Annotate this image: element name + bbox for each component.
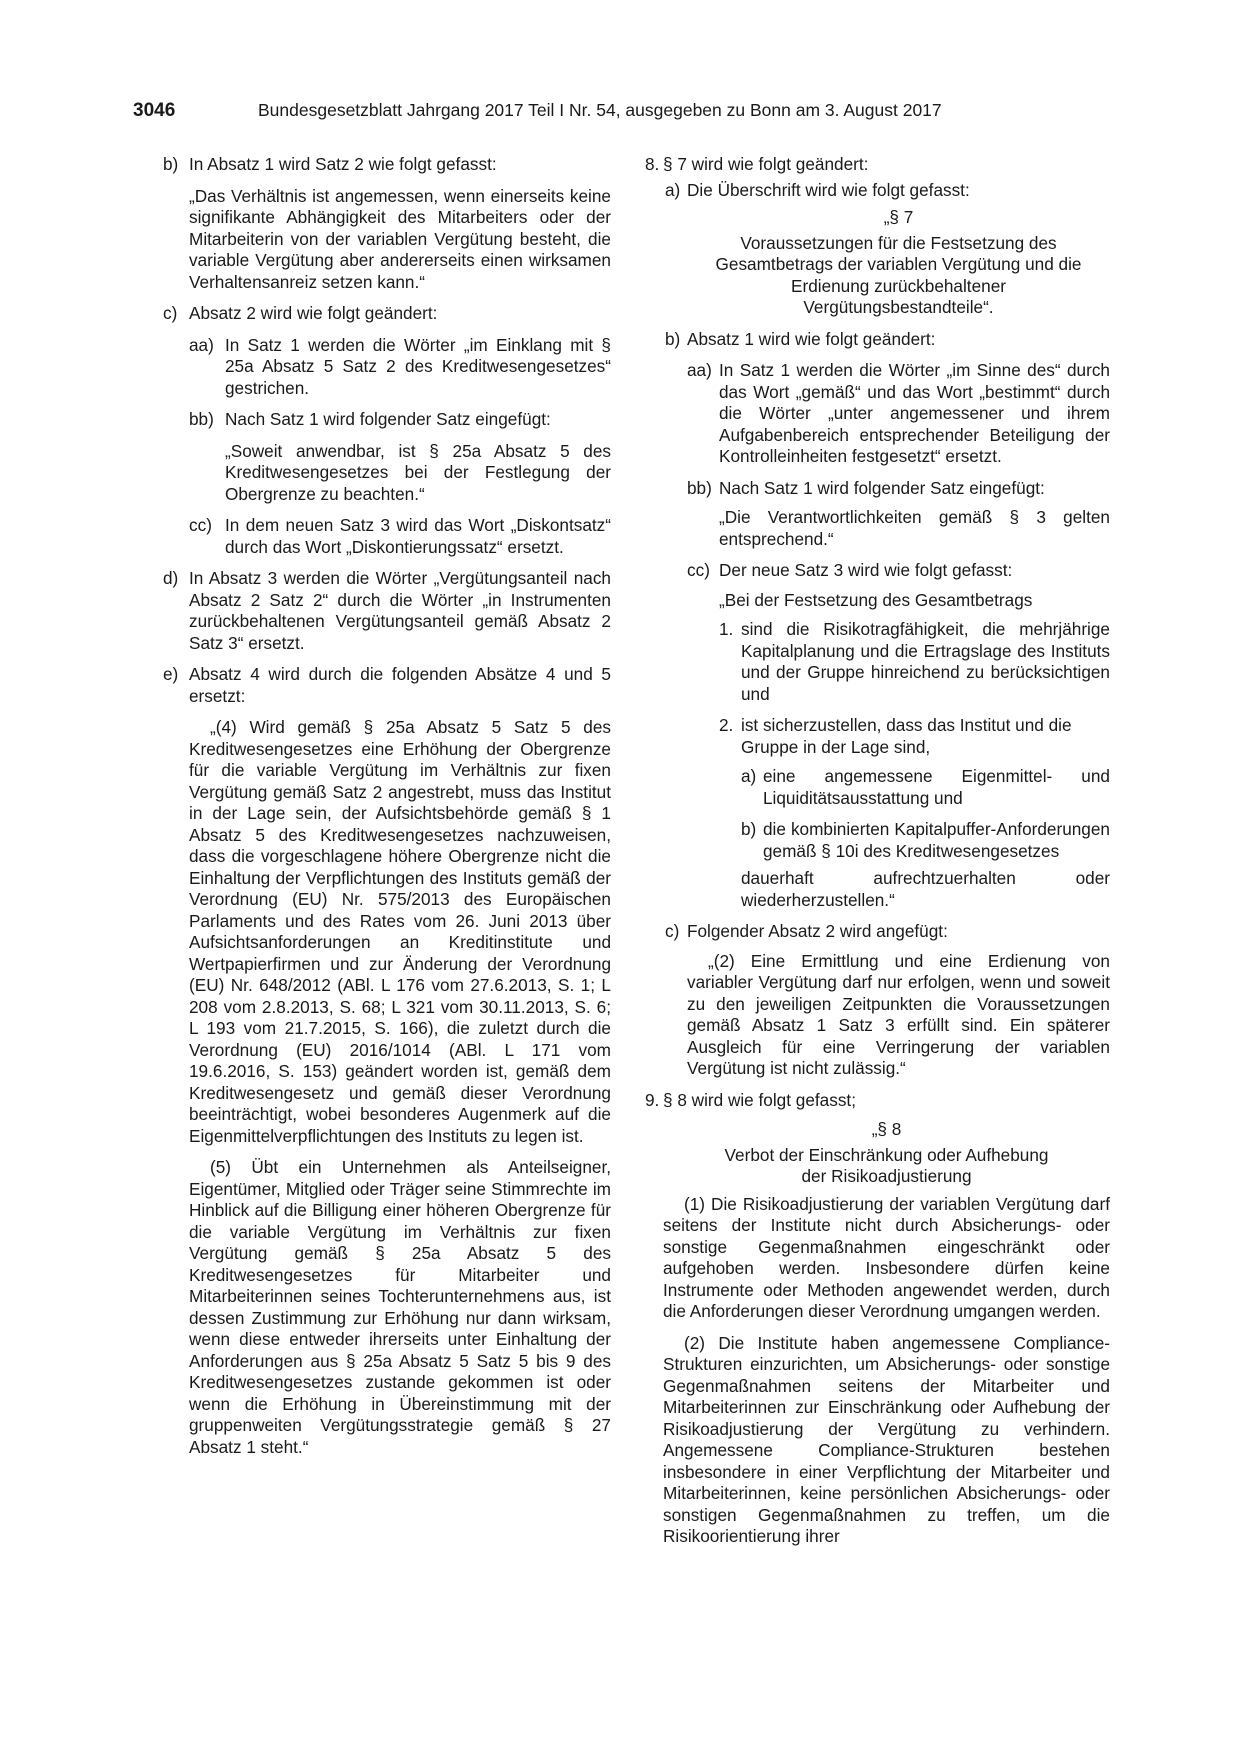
item-c-cc (189, 515, 611, 558)
item-8-b-cc-2-a (741, 766, 1110, 809)
section-7-title: Voraussetzungen für die Festsetzung des Gesamtbetrags der variablen Vergütung und die Erdienung zurückbehaltener Vergütungsbestandteile“. (715, 232, 1082, 317)
item-8-b-cc-1 (719, 619, 1110, 705)
item-8-text: § 7 wird wie folgt geändert: (663, 154, 869, 174)
section-8-number: „§ 8 (871, 1119, 902, 1139)
item-8-b-cc-2-a-marker: a) (741, 766, 757, 786)
item-8-b (645, 329, 1110, 912)
section-8-paragraph-1: (1) Die Risikoadjustierung der variablen Vergütung darf seitens der Institute nicht durch Absicherungs- oder sonstige Gegenmaßnahmen eingeschränkt oder aufgehoben werden. Insbesondere dürfen keine Instrumente oder Methoden angewendet werden, durch die Anforderungen dieser Verordnung umgangen werden. (663, 1193, 1110, 1321)
item-8-b-text: Absatz 1 wird wie folgt geändert: (687, 328, 936, 349)
right-column (645, 154, 1110, 1558)
item-8-b-bb (687, 478, 1110, 551)
item-8-b-aa-marker: aa) (687, 360, 712, 380)
item-8-b-bb-quote: „Die Verantwortlichkeiten gemäß § 3 gelten entsprechend.“ (719, 507, 1110, 549)
item-c (163, 303, 611, 558)
section-8-title: Verbot der Einschränkung oder Aufhebung der Risikoadjustierung (724, 1144, 1049, 1186)
item-c-bb (189, 409, 611, 505)
item-e-paragraph-4: „(4) Wird gemäß § 25a Absatz 5 Satz 5 des Kreditwesengesetzes eine Erhöhung der Obergrenze für die variable Vergütung im Verhältnis zur fixen Vergütung gemäß Satz 2 angestrebt, muss das Institut in der Lage sein, der Aufsichtsbehörde gemäß § 1 Absatz 5 des Kreditwesengesetzes nachzuweisen, dass die vorgeschlagene höhere Obergrenze nicht die Einhaltung der Verpflichtungen des Instituts gemäß der Verordnung (EU) Nr. 575/2013 des Europäischen Parlaments und des Rates vom 26. Juni 2013 über Aufsichtsanforderungen an Kreditinstitute und Wertpapierfirmen und zur Änderung der Verordnung (EU) Nr. 648/2012 (ABl. L 176 vom 27.6.2013, S. 1; L 208 vom 2.8.2013, S. 68; L 321 vom 30.11.2013, S. 6; L 193 vom 21.7.2015, S. 166), die zuletzt durch die Verordnung (EU) 2016/1014 (ABl. L 171 vom 19.6.2016, S. 153) geändert worden ist, gemäß dem Kreditwesengesetz und gemäß dieser Verordnung beeinträchtigt, wobei besonderes Augenmerk auf die Eigenmittelverpflichtungen des Instituts zu legen ist. (189, 717, 611, 1146)
item-b-marker: b) (163, 154, 179, 174)
item-c-cc-marker: cc) (189, 515, 212, 535)
item-c-aa (189, 335, 611, 400)
item-c-bb-text: Nach Satz 1 wird folgender Satz eingefügt: (225, 409, 551, 429)
item-8-marker: 8. (645, 154, 660, 174)
item-8-b-marker: b) (665, 328, 681, 349)
item-9 (645, 1090, 1110, 1548)
item-e-paragraph-5: (5) Übt ein Unternehmen als Anteilseigner, Eigentümer, Mitglied oder Träger seine Stimmrechte im Hinblick auf die Billigung einer höheren Obergrenze für die variable Vergütung im Verhältnis zur fixen Vergütung gemäß § 25a Absatz 5 des Kreditwesengesetzes für Mitarbeiter und Mitarbeiterinnen seines Tochterunternehmens aus, ist dessen Zustimmung zur Erhöhung nur dann wirksam, wenn diese entweder ihrerseits unter Einhaltung der Anforderungen aus § 25a Absatz 5 Satz 5 bis 9 des Kreditwesengesetzes zustande gekommen ist oder wenn die Erhöhung in Übereinstimmung mit der gruppenweiten Vergütungsstrategie gemäß § 27 Absatz 1 steht.“ (189, 1157, 611, 1457)
item-8-b-cc-1-text: sind die Risikotragfähigkeit, die mehrjährige Kapitalplanung und die Ertragslage des Instituts und der Gruppe hinreichend zu berücksichtigen und (741, 619, 1110, 704)
item-8-b-cc-2-text: ist sicherzustellen, dass das Institut und die Gruppe in der Lage sind, (741, 715, 1072, 757)
item-c-aa-text: In Satz 1 werden die Wörter „im Einklang mit § 25a Absatz 5 Satz 2 des Kreditwesengesetzes“ gestrichen. (225, 334, 611, 398)
item-8-c-marker: c) (665, 921, 680, 941)
item-c-bb-quote: „Soweit anwendbar, ist § 25a Absatz 5 des Kreditwesengesetzes bei der Festlegung der Obergrenze zu beachten.“ (225, 440, 611, 504)
item-e (163, 664, 611, 1458)
item-c-bb-marker: bb) (189, 409, 214, 429)
item-b-text: In Absatz 1 wird Satz 2 wie folgt gefasst: (189, 154, 497, 174)
item-8-c (645, 921, 1110, 1080)
item-d (163, 568, 611, 654)
item-8-b-cc-text: Der neue Satz 3 wird wie folgt gefasst: (719, 560, 1013, 580)
item-e-text: Absatz 4 wird durch die folgenden Absätze 4 und 5 ersetzt: (189, 664, 611, 706)
section-7-number: „§ 7 (883, 207, 914, 227)
item-8-b-aa-text: In Satz 1 werden die Wörter „im Sinne des“ durch das Wort „gemäß“ und das Wort „bestimmt“ durch die Wörter „unter angemessener und ihrem Aufgabenbereich entsprechender Beteiligung der Kontrolleinheiten festgesetzt“ ersetzt. (719, 360, 1110, 466)
item-8-b-cc-2-b-text: die kombinierten Kapitalpuffer-Anforderungen gemäß § 10i des Kreditwesengesetzes (763, 819, 1110, 861)
item-8-b-cc-2-marker: 2. (719, 715, 734, 735)
section-8-paragraph-2: (2) Die Institute haben angemessene Compliance-Strukturen einzurichten, um Absicherungs- oder sonstige Gegenmaßnahmen seitens der Mitarbeiter und Mitarbeiterinnen zur Einschränkung oder Aufhebung der Risikoadjustierung der Vergütung zu verhindern. Angemessene Compliance-Strukturen bestehen insbesondere in einer Verpflichtung der Mitarbeiter und Mitarbeiterinnen, keine persönlichen Absicherungs- oder sonstigen Gegenmaßnahmen zu treffen, um die Risikoorientierung ihrer (663, 1332, 1110, 1546)
gazette-title: Bundesgesetzblatt Jahrgang 2017 Teil I Nr. 54, ausgegeben zu Bonn am 3. August 2017 (258, 100, 942, 120)
item-8-b-cc-2 (719, 715, 1110, 911)
item-8-b-cc-quote: „Bei der Festsetzung des Gesamtbetrags (719, 589, 1033, 610)
item-8-b-cc-1-marker: 1. (719, 619, 734, 639)
item-8-b-cc (687, 560, 1110, 911)
left-column (163, 154, 611, 1458)
item-9-marker: 9. (645, 1089, 660, 1110)
item-8-b-cc-2-b (741, 819, 1110, 862)
item-8-b-aa (687, 360, 1110, 468)
item-d-marker: d) (163, 568, 179, 588)
item-8-c-text: Folgender Absatz 2 wird angefügt: (687, 921, 948, 941)
item-c-aa-marker: aa) (189, 334, 214, 355)
item-8-b-cc-marker: cc) (687, 560, 710, 580)
item-8-a (645, 180, 1110, 319)
item-8-c-quote: „(2) Eine Ermittlung und eine Erdienung von variabler Vergütung darf nur erfolgen, wenn und soweit zu den jeweiligen Zeitpunkten die Voraussetzungen gemäß Absatz 1 Satz 3 erfüllt sind. Ein späterer Ausgleich für eine Verringerung der variablen Vergütung ist nicht zulässig.“ (687, 950, 1110, 1078)
item-8 (645, 154, 1110, 1080)
item-b (163, 154, 611, 293)
item-d-text: In Absatz 3 werden die Wörter „Vergütungsanteil nach Absatz 2 Satz 2“ durch die Wörter „in Instrumenten zurückbehaltenen Vergütungsanteil gemäß Absatz 2 Satz 3“ ersetzt. (189, 568, 611, 653)
item-e-marker: e) (163, 664, 179, 684)
item-c-text: Absatz 2 wird wie folgt geändert: (189, 303, 438, 323)
item-c-cc-text: In dem neuen Satz 3 wird das Wort „Diskontsatz“ durch das Wort „Diskontierungssatz“ ersetzt. (225, 515, 611, 557)
item-b-quote: „Das Verhältnis ist angemessen, wenn einerseits keine signifikante Abhängigkeit des Mitarbeiters oder der Mitarbeiterin von der variablen Vergütung besteht, die variable Vergütung aber andererseits einen wirksamen Verhaltensanreiz setzen kann.“ (189, 185, 611, 292)
item-8-b-cc-2-b-marker: b) (741, 819, 757, 839)
item-8-b-bb-marker: bb) (687, 477, 712, 498)
page-number: 3046 (133, 100, 176, 121)
item-9-text: § 8 wird wie folgt gefasst; (663, 1089, 856, 1110)
item-8-a-marker: a) (665, 179, 681, 200)
item-8-a-text: Die Überschrift wird wie folgt gefasst: (687, 179, 970, 200)
page-header (0, 100, 1241, 128)
item-8-b-bb-text: Nach Satz 1 wird folgender Satz eingefügt: (719, 477, 1045, 498)
item-8-b-cc-tail: dauerhaft aufrechtzuerhalten oder wiederherzustellen.“ (741, 868, 1110, 910)
item-c-marker: c) (163, 303, 178, 323)
item-8-b-cc-2-a-text: eine angemessene Eigenmittel- und Liquiditätsausstattung und (763, 766, 1110, 808)
